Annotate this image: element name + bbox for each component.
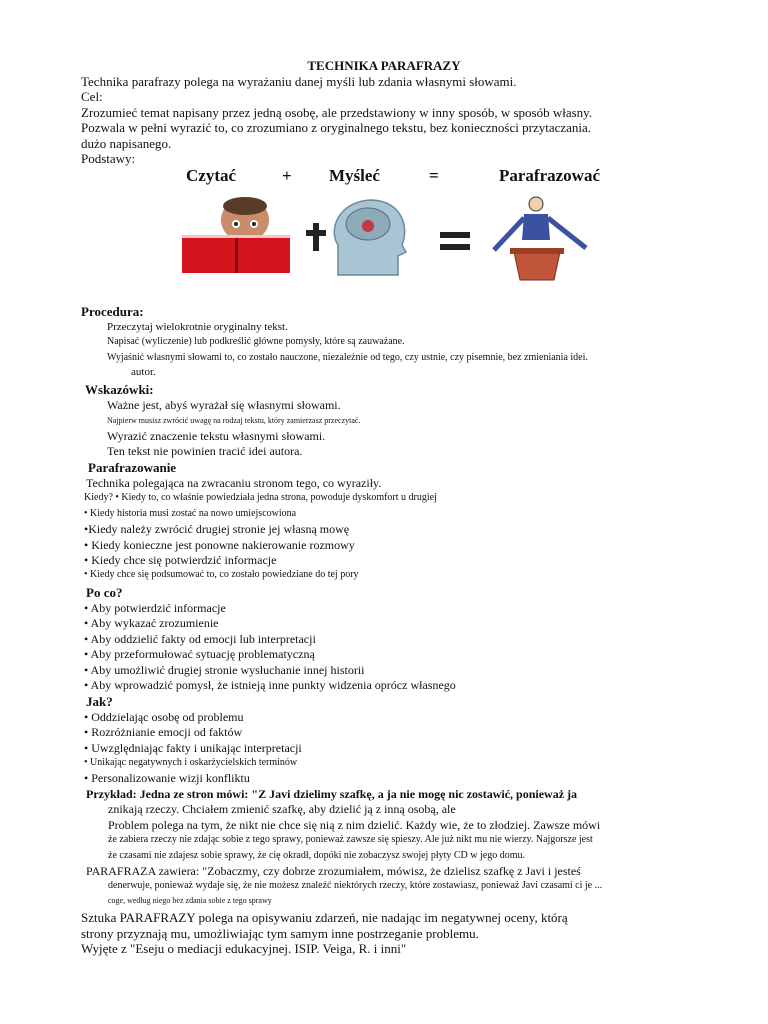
intro-line: Podstawy: [81, 151, 136, 166]
how-item: • Personalizowanie wizji konfliktu [84, 771, 250, 785]
procedure-item: Napisać (wyliczenie) lub podkreślić główne pomysły, które są zauważane. [107, 336, 405, 347]
how-item: • Unikając negatywnych i oskarżycielskich terminów [84, 757, 298, 768]
how-item: • Rozróżnianie emocji od faktów [84, 725, 243, 739]
hints-item: Ważne jest, abyś wyrażał się własnymi słowami. [107, 398, 341, 412]
paraphrasing-item: • Kiedy chce się potwierdzić informacje [84, 553, 277, 567]
equation-word-think: Myśleć [329, 166, 380, 185]
intro-line: Technika parafrazy polega na wyrażaniu danej myśli lub zdania własnymi słowami. [81, 74, 517, 89]
hints-item: Ten tekst nie powinien tracić idei autora. [107, 444, 303, 458]
paraphrasing-item: •Kiedy należy zwrócić drugiej stronie jej własną mowę [84, 522, 350, 536]
why-heading: Po co? [86, 585, 123, 600]
equation-plus: + [282, 166, 292, 185]
why-item: • Aby przeformułować sytuację problematyczną [84, 647, 315, 661]
paraphrasing-item: • Kiedy chce się podsumować to, co zostało powiedziane do tej pory [84, 569, 359, 580]
closing-line: Sztuka PARAFRAZY polega na opisywaniu zdarzeń, nie nadając im negatywnej oceny, którą [81, 910, 568, 925]
equation-word-read: Czytać [186, 166, 237, 185]
closing-line: strony przyznają mu, umożliwiając tym samym inne postrzeganie problemu. [81, 926, 479, 941]
example-line: że zabiera rzeczy nie zdając sobie z tego sprawy, ponieważ zawsze się spieszy. Ale już nikt mu nie wierzy. Najgorsze jest [108, 834, 593, 845]
source-citation: Wyjęte z "Eseju o mediacji edukacyjnej. ISIP. Veiga, R. i inni" [81, 941, 407, 956]
how-heading: Jak? [86, 694, 113, 709]
equation-illustration [178, 190, 618, 282]
brain-head-picture [334, 200, 406, 275]
example-paraphrase-line: PARAFRAZA zawiera: "Zobaczmy, czy dobrze zrozumiałem, mówisz, że dzielisz szafkę z Javi i jesteś [86, 864, 581, 878]
why-item: • Aby potwierdzić informacje [84, 601, 226, 615]
why-item: • Aby wykazać zrozumienie [84, 616, 219, 630]
equation-word-paraphrase: Parafrazować [499, 166, 601, 185]
how-item: • Uwzględniając fakty i unikając interpretacji [84, 741, 302, 755]
equation-equals: = [429, 166, 439, 185]
why-item: • Aby oddzielić fakty od emocji lub interpretacji [84, 632, 316, 646]
intro-line: Cel: [81, 89, 103, 104]
paraphrasing-item: • Kiedy konieczne jest ponowne nakierowanie rozmowy [84, 538, 355, 552]
speaker-at-podium-picture [494, 197, 586, 280]
hints-item: Najpierw musisz zwrócić uwagę na rodzaj tekstu, który zamierzasz przeczytać. [107, 416, 361, 425]
paraphrasing-item: Kiedy? • Kiedy to, co właśnie powiedziała jedna strona, powoduje dyskomfort u drugiej [84, 492, 437, 503]
procedure-heading: Procedura: [81, 304, 144, 319]
document-title: TECHNIKA PARAFRAZY [307, 58, 461, 73]
why-item: • Aby wprowadzić pomysł, że istnieją inne punkty widzenia oprócz własnego [84, 678, 456, 692]
paraphrasing-item: • Kiedy historia musi zostać na nowo umiejscowiona [84, 508, 297, 519]
equals-sign-picture [440, 232, 470, 250]
example-line: Przykład: Jedna ze stron mówi: "Z Javi dzielimy szafkę, a ja nie mogę nic zostawić, ponieważ ja [86, 787, 578, 801]
plus-sign-picture [306, 223, 326, 251]
procedure-item: autor. [131, 366, 156, 378]
how-item: • Oddzielając osobę od problemu [84, 710, 244, 724]
example-line: Problem polega na tym, że nikt nie chce się nią z nim dzielić. Każdy wie, że to złodziej. Zawsze mówi [108, 818, 601, 832]
paraphrasing-item: Technika polegająca na zwracaniu stronom tego, co wyraziły. [86, 476, 382, 490]
procedure-item: Wyjaśnić własnymi słowami to, co zostało nauczone, niezależnie od tego, czy ustnie, czy pisemnie, bez zmieniania idei. [107, 352, 588, 363]
reading-person-picture [182, 197, 290, 273]
hints-heading: Wskazówki: [85, 382, 154, 397]
intro-line: Zrozumieć temat napisany przez jedną osobę, ale przedstawiony w inny sposób, w sposób własny. [81, 105, 593, 120]
example-paraphrase-line: denerwuje, ponieważ wydaje się, że nie możesz znaleźć niektórych rzeczy, które zostawiasz, ponieważ Javi czasami ci je ... [108, 880, 603, 891]
intro-line: dużo napisanego. [81, 136, 172, 151]
hints-item: Wyrazić znaczenie tekstu własnymi słowami. [107, 429, 326, 443]
example-line: że czasami nie zdajesz sobie sprawy, że cię okradł, dopóki nie zobaczysz swojej płyty CD w jego domu. [108, 850, 525, 861]
procedure-item: Przeczytaj wielokrotnie oryginalny tekst. [107, 321, 288, 333]
intro-line: Pozwala w pełni wyrazić to, co zrozumiano z oryginalnego tekstu, bez konieczności przytaczania. [81, 120, 592, 135]
why-item: • Aby umożliwić drugiej stronie wysłuchanie innej historii [84, 663, 365, 677]
example-paraphrase-line: coge, według niego bez zdania sobie z tego sprawy [108, 896, 272, 905]
paraphrasing-heading: Parafrazowanie [88, 460, 177, 475]
example-line: znikają rzeczy. Chciałem zmienić szafkę, aby dzielić ją z inną osobą, ale [108, 802, 456, 816]
